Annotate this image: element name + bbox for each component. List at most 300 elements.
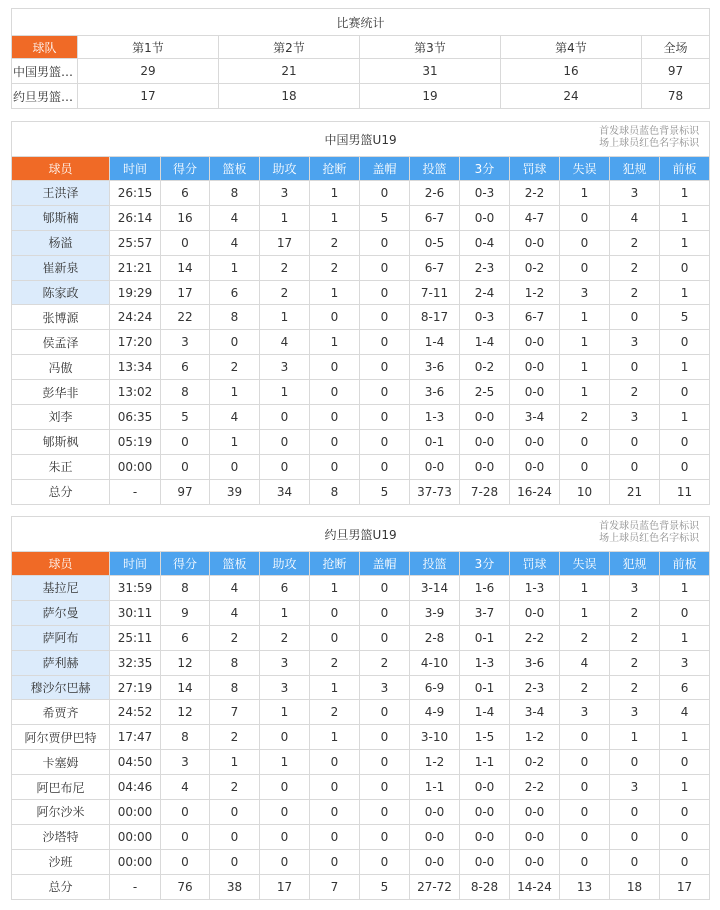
stat-cell: 2: [310, 650, 360, 675]
player-row: [12, 380, 710, 405]
stat-cell: 0: [660, 380, 710, 405]
stat-cell: 0-3: [460, 181, 510, 206]
player-row: [12, 625, 710, 650]
stat-cell: 8: [161, 576, 210, 601]
stat-cell: 1: [660, 181, 710, 206]
stat-cell: 0: [310, 800, 360, 825]
period-header: 全场: [642, 36, 710, 59]
stat-cell: 8: [210, 675, 260, 700]
stat-cell: 0: [560, 775, 610, 800]
stat-cell: 0-0: [510, 380, 560, 405]
player-name: 郇斯枫: [12, 429, 110, 454]
player-row: [12, 205, 710, 230]
stat-cell: 0: [660, 255, 710, 280]
stat-cell: 0: [660, 330, 710, 355]
stat-cell: 0-0: [410, 800, 460, 825]
stat-cell: 3-10: [410, 725, 460, 750]
player-name: 郇斯楠: [12, 205, 110, 230]
player-row: [12, 700, 710, 725]
stat-cell: 1: [560, 600, 610, 625]
stat-cell: 0: [360, 230, 410, 255]
team-name: 中国男篮…: [12, 59, 78, 84]
stat-cell: 25:11: [110, 625, 161, 650]
team-table-caption: [12, 517, 710, 552]
stat-cell: 2: [310, 230, 360, 255]
stat-cell: 0-4: [460, 230, 510, 255]
stat-cell: 0-0: [510, 849, 560, 874]
stat-cell: 19:29: [110, 280, 161, 305]
player-row: [12, 725, 710, 750]
player-row: [12, 280, 710, 305]
stat-cell: 1: [260, 600, 310, 625]
stat-cell: 0: [260, 429, 310, 454]
period-header: 第3节: [360, 36, 501, 59]
stat-cell: 3: [610, 775, 660, 800]
stat-cell: 14: [161, 255, 210, 280]
stat-cell: 3: [560, 280, 610, 305]
stat-cell: 0: [360, 305, 410, 330]
stat-cell: 0: [210, 824, 260, 849]
stat-cell: 0: [310, 454, 360, 479]
stat-cell: 3-4: [510, 700, 560, 725]
total-stat-cell: 37-73: [410, 479, 460, 504]
total-stat-cell: 38: [210, 874, 260, 899]
player-row: [12, 405, 710, 430]
stat-cell: 13:02: [110, 380, 161, 405]
stat-cell: 1-1: [460, 750, 510, 775]
stat-cell: 0: [360, 330, 410, 355]
stat-cell: 0: [560, 429, 610, 454]
stat-cell: 3: [660, 650, 710, 675]
stat-cell: 0: [161, 454, 210, 479]
stat-cell: 6: [161, 181, 210, 206]
stat-cell: 0: [610, 849, 660, 874]
stat-cell: 0-0: [410, 824, 460, 849]
stat-cell: 1-4: [460, 700, 510, 725]
stat-cell: 1-2: [510, 725, 560, 750]
player-name: 侯孟泽: [12, 330, 110, 355]
stat-cell: 3-7: [460, 600, 510, 625]
stat-cell: 0-2: [510, 750, 560, 775]
stat-cell: 0-5: [410, 230, 460, 255]
legend-note-starter: 首发球员蓝色背景标识: [599, 126, 700, 137]
stat-cell: 0: [210, 800, 260, 825]
stat-cell: 0: [610, 355, 660, 380]
stat-cell: 26:14: [110, 205, 161, 230]
stat-cell: 04:46: [110, 775, 161, 800]
stat-cell: 4: [560, 650, 610, 675]
stat-cell: 6-7: [410, 255, 460, 280]
player-name: 基拉尼: [12, 576, 110, 601]
stat-cell: 6: [161, 625, 210, 650]
stat-cell: 0: [360, 750, 410, 775]
stat-cell: 1: [260, 205, 310, 230]
stat-cell: 2-3: [510, 675, 560, 700]
stat-cell: 2: [210, 775, 260, 800]
stat-cell: 0: [660, 824, 710, 849]
column-header: 抢断: [310, 552, 360, 576]
stat-cell: 0: [360, 800, 410, 825]
stat-cell: 7-11: [410, 280, 460, 305]
total-stat-cell: 21: [610, 479, 660, 504]
stat-cell: 24:52: [110, 700, 161, 725]
stat-cell: 8: [210, 650, 260, 675]
stat-cell: 0-0: [460, 800, 510, 825]
stat-cell: 0: [260, 405, 310, 430]
team-table-title: 约旦男篮U19: [324, 527, 397, 542]
stat-cell: 1: [260, 380, 310, 405]
stat-cell: 9: [161, 600, 210, 625]
stat-cell: 3: [260, 181, 310, 206]
total-stat-cell: 8: [310, 479, 360, 504]
total-label: 总分: [12, 874, 110, 899]
player-row: [12, 330, 710, 355]
stat-cell: 8: [210, 181, 260, 206]
stat-cell: 0: [310, 750, 360, 775]
stat-cell: 1: [260, 700, 310, 725]
stat-cell: 1: [210, 380, 260, 405]
column-header: 投篮: [410, 157, 460, 181]
stat-cell: 1: [660, 625, 710, 650]
period-header: 第4节: [501, 36, 642, 59]
stat-cell: 14: [161, 675, 210, 700]
stat-cell: 2-4: [460, 280, 510, 305]
stat-cell: 0: [310, 355, 360, 380]
player-row: [12, 230, 710, 255]
column-header: 投篮: [410, 552, 460, 576]
period-header: 第1节: [78, 36, 219, 59]
stat-cell: 1-4: [410, 330, 460, 355]
stat-cell: 0-1: [460, 675, 510, 700]
player-name: 沙班: [12, 849, 110, 874]
column-header: 球员: [12, 552, 110, 576]
stat-cell: 0: [610, 800, 660, 825]
stat-cell: 2-2: [510, 181, 560, 206]
stat-cell: 0: [610, 750, 660, 775]
stat-cell: 2: [610, 650, 660, 675]
stat-cell: 1: [260, 305, 310, 330]
column-header: 罚球: [510, 552, 560, 576]
stat-cell: 6-7: [510, 305, 560, 330]
player-row: [12, 775, 710, 800]
player-name: 希贾齐: [12, 700, 110, 725]
stat-cell: 1: [660, 405, 710, 430]
stat-cell: 00:00: [110, 849, 161, 874]
stat-cell: 2: [610, 230, 660, 255]
stat-cell: 0: [360, 824, 410, 849]
player-name: 刘李: [12, 405, 110, 430]
player-name: 崔新泉: [12, 255, 110, 280]
stat-cell: 0: [260, 725, 310, 750]
player-name: 沙塔特: [12, 824, 110, 849]
stat-cell: 8: [210, 305, 260, 330]
total-stat-cell: 5: [360, 874, 410, 899]
stat-cell: 4: [210, 600, 260, 625]
stat-cell: 0-0: [510, 429, 560, 454]
stat-cell: 05:19: [110, 429, 161, 454]
stat-cell: 0: [310, 429, 360, 454]
total-stat-cell: 39: [210, 479, 260, 504]
stat-cell: 0: [660, 750, 710, 775]
stat-cell: 6-9: [410, 675, 460, 700]
stat-cell: 3: [260, 355, 310, 380]
stat-cell: 2: [610, 280, 660, 305]
stat-cell: 1: [660, 775, 710, 800]
column-header: 得分: [161, 157, 210, 181]
stat-cell: 1: [660, 230, 710, 255]
stat-cell: 1: [310, 181, 360, 206]
stat-cell: 5: [660, 305, 710, 330]
stat-cell: 24:24: [110, 305, 161, 330]
period-score: 19: [360, 84, 501, 109]
stat-cell: 0: [310, 600, 360, 625]
team-table-caption: [12, 122, 710, 157]
stat-cell: 0: [610, 305, 660, 330]
stat-cell: 1: [660, 280, 710, 305]
stat-cell: 4-9: [410, 700, 460, 725]
stat-cell: 0-0: [460, 454, 510, 479]
stat-cell: 3: [360, 675, 410, 700]
stat-cell: 0: [360, 454, 410, 479]
stat-cell: 06:35: [110, 405, 161, 430]
stat-cell: 3: [610, 181, 660, 206]
column-header: 盖帽: [360, 552, 410, 576]
stat-cell: 0: [660, 600, 710, 625]
stat-cell: 2-2: [510, 625, 560, 650]
stat-cell: 3: [161, 330, 210, 355]
stat-cell: 2: [610, 600, 660, 625]
stat-cell: 1: [260, 750, 310, 775]
stat-cell: 1: [660, 355, 710, 380]
stat-cell: 2-2: [510, 775, 560, 800]
stat-cell: 6-7: [410, 205, 460, 230]
stat-cell: 1: [310, 330, 360, 355]
stat-cell: 4-10: [410, 650, 460, 675]
stat-cell: 0: [161, 824, 210, 849]
stat-cell: 0-0: [510, 355, 560, 380]
stat-cell: 0: [610, 824, 660, 849]
total-stat-cell: 7-28: [460, 479, 510, 504]
total-stat-cell: 18: [610, 874, 660, 899]
column-header: 罚球: [510, 157, 560, 181]
stat-cell: 0: [260, 849, 310, 874]
stat-cell: 2: [210, 355, 260, 380]
column-header: 助攻: [260, 157, 310, 181]
column-header: 篮板: [210, 157, 260, 181]
player-name: 阿尔沙米: [12, 800, 110, 825]
stat-cell: 2: [310, 700, 360, 725]
total-stat-cell: 11: [660, 479, 710, 504]
stat-cell: 0-0: [460, 205, 510, 230]
stat-cell: 6: [260, 576, 310, 601]
stat-cell: 0-2: [510, 255, 560, 280]
column-header-row: [12, 157, 710, 181]
stat-cell: 1: [560, 576, 610, 601]
stat-cell: 1: [310, 280, 360, 305]
stat-cell: 2-3: [460, 255, 510, 280]
stat-cell: 00:00: [110, 454, 161, 479]
stat-cell: 04:50: [110, 750, 161, 775]
column-header: 3分: [460, 552, 510, 576]
stat-cell: 0-0: [510, 330, 560, 355]
column-header: 得分: [161, 552, 210, 576]
stat-cell: 1: [560, 330, 610, 355]
stat-cell: 0: [360, 280, 410, 305]
stat-cell: 8: [161, 725, 210, 750]
stat-cell: 4: [660, 700, 710, 725]
stat-cell: 0: [610, 429, 660, 454]
total-stat-cell: 8-28: [460, 874, 510, 899]
player-name: 萨尔曼: [12, 600, 110, 625]
stat-cell: 0: [210, 454, 260, 479]
total-stat-cell: 34: [260, 479, 310, 504]
stat-cell: 2: [210, 725, 260, 750]
stat-cell: 3-4: [510, 405, 560, 430]
stat-cell: 0: [360, 849, 410, 874]
column-header: 盖帽: [360, 157, 410, 181]
stat-cell: 2: [260, 280, 310, 305]
column-header: 犯规: [610, 157, 660, 181]
player-name: 张博源: [12, 305, 110, 330]
stat-cell: 0: [560, 454, 610, 479]
column-header: 时间: [110, 552, 161, 576]
legend-note: [599, 126, 699, 150]
player-row: [12, 454, 710, 479]
stat-cell: 1-2: [410, 750, 460, 775]
player-row: [12, 675, 710, 700]
player-row: [12, 650, 710, 675]
stat-cell: 4: [610, 205, 660, 230]
stat-cell: 3: [260, 650, 310, 675]
stat-cell: 0-3: [460, 305, 510, 330]
stat-cell: 0: [560, 800, 610, 825]
total-row: [12, 479, 710, 504]
period-score: 24: [501, 84, 642, 109]
stat-cell: 0: [210, 330, 260, 355]
period-header: 第2节: [219, 36, 360, 59]
column-header: 助攻: [260, 552, 310, 576]
stat-cell: 00:00: [110, 800, 161, 825]
stat-cell: 1: [660, 205, 710, 230]
stat-cell: 0: [560, 750, 610, 775]
total-stat-cell: 10: [560, 479, 610, 504]
stat-cell: 0-0: [510, 600, 560, 625]
stat-cell: 0: [360, 700, 410, 725]
stat-cell: 3-9: [410, 600, 460, 625]
stat-cell: 3: [610, 405, 660, 430]
stat-cell: 0: [310, 824, 360, 849]
stat-cell: 1: [210, 255, 260, 280]
stat-cell: 0: [610, 454, 660, 479]
total-stat-cell: 14-24: [510, 874, 560, 899]
stat-cell: 2: [610, 380, 660, 405]
period-score: 21: [219, 59, 360, 84]
stat-cell: 1: [560, 380, 610, 405]
column-header: 球员: [12, 157, 110, 181]
stat-cell: 0-0: [460, 824, 510, 849]
stat-cell: 17: [161, 280, 210, 305]
player-row: [12, 824, 710, 849]
stat-cell: 0-2: [460, 355, 510, 380]
quarter-score-table: [11, 8, 710, 109]
player-row: [12, 255, 710, 280]
stat-cell: 0: [310, 405, 360, 430]
total-stat-cell: 76: [161, 874, 210, 899]
legend-note-oncourt: 场上球员红色名字标识: [599, 138, 700, 149]
total-row: [12, 874, 710, 899]
stat-cell: 0: [161, 849, 210, 874]
stat-cell: 1: [560, 305, 610, 330]
column-header: 时间: [110, 157, 161, 181]
team-column-header: 球队: [12, 36, 78, 59]
stat-cell: 1-3: [510, 576, 560, 601]
stat-cell: 0: [310, 775, 360, 800]
stat-cell: 12: [161, 650, 210, 675]
team-table-title: 中国男篮U19: [324, 132, 397, 147]
stat-cell: 16: [161, 205, 210, 230]
stat-cell: 2: [560, 625, 610, 650]
stat-cell: 3-6: [410, 380, 460, 405]
stat-cell: 0: [360, 775, 410, 800]
period-score: 29: [78, 59, 219, 84]
stat-cell: 3: [610, 576, 660, 601]
player-name: 冯傲: [12, 355, 110, 380]
stat-cell: 2: [610, 675, 660, 700]
column-header: 3分: [460, 157, 510, 181]
stat-cell: 0: [360, 600, 410, 625]
total-stat-cell: 27-72: [410, 874, 460, 899]
stat-cell: 0: [560, 725, 610, 750]
player-name: 陈家政: [12, 280, 110, 305]
stat-cell: 17: [260, 230, 310, 255]
stat-cell: 0: [360, 429, 410, 454]
stat-cell: 0: [660, 849, 710, 874]
total-stat-cell: 17: [660, 874, 710, 899]
stat-cell: 0: [360, 576, 410, 601]
stat-cell: 0-0: [460, 429, 510, 454]
stat-cell: 2-6: [410, 181, 460, 206]
stat-cell: 0: [660, 429, 710, 454]
stat-cell: 2: [360, 650, 410, 675]
team2-player-stats-table: [11, 516, 710, 900]
stat-cell: 0: [260, 454, 310, 479]
stat-cell: 4: [260, 330, 310, 355]
player-name: 朱正: [12, 454, 110, 479]
stat-cell: 0-0: [510, 800, 560, 825]
stat-cell: 7: [210, 700, 260, 725]
stat-cell: 0: [360, 181, 410, 206]
stat-cell: 2: [310, 255, 360, 280]
stat-cell: 2: [560, 675, 610, 700]
stat-cell: 0: [560, 849, 610, 874]
stat-cell: 13:34: [110, 355, 161, 380]
total-label: 总分: [12, 479, 110, 504]
stat-cell: 1-1: [410, 775, 460, 800]
stat-cell: 2: [610, 255, 660, 280]
stat-cell: 0-1: [410, 429, 460, 454]
player-name: 萨利赫: [12, 650, 110, 675]
stat-cell: 2: [210, 625, 260, 650]
stat-cell: 0: [161, 230, 210, 255]
player-row: [12, 305, 710, 330]
stat-cell: 2-5: [460, 380, 510, 405]
stat-cell: 0-0: [510, 824, 560, 849]
stat-cell: 22: [161, 305, 210, 330]
stat-cell: 0: [161, 429, 210, 454]
stat-cell: 0: [360, 725, 410, 750]
player-row: [12, 355, 710, 380]
total-stat-cell: 97: [161, 479, 210, 504]
